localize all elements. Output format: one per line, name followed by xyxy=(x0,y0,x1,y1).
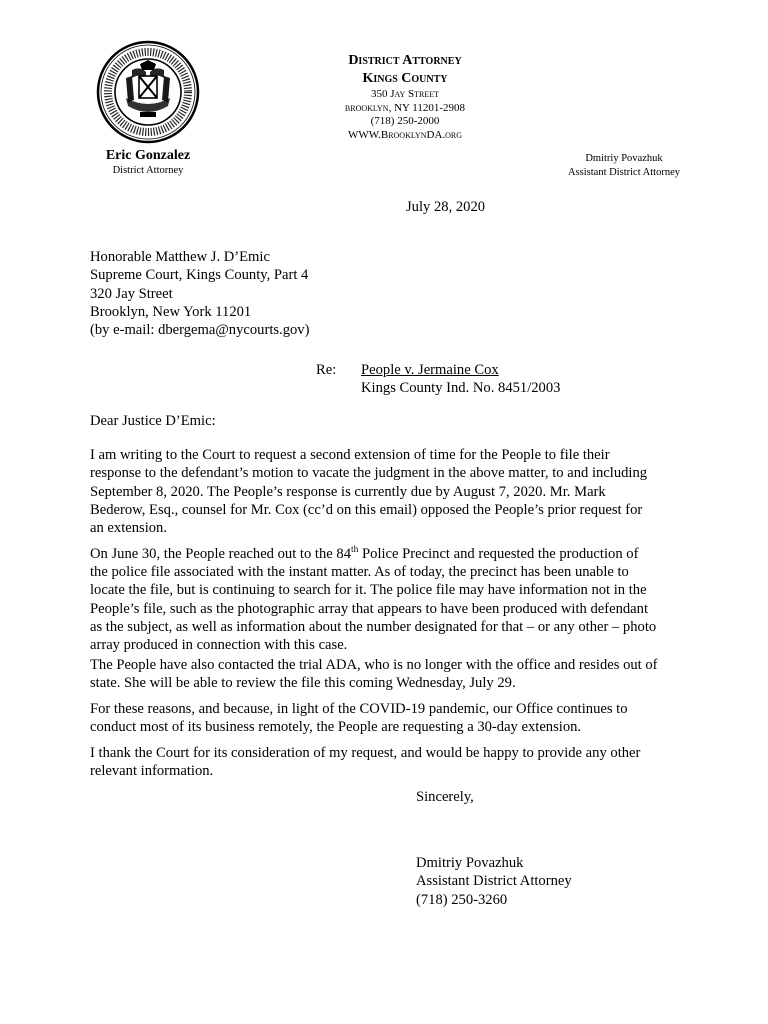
paragraph-line: I thank the Court for its consideration of my request, and would be happy to provide any other xyxy=(90,745,641,761)
paragraph-line: array produced in connection with this case. xyxy=(90,637,348,654)
signature-block xyxy=(416,854,572,909)
author-block xyxy=(558,152,690,180)
salutation: Dear Justice D’Emic: xyxy=(90,413,216,429)
body-paragraph-3 xyxy=(90,656,690,693)
author-name: Dmitriy Povazhuk xyxy=(585,153,663,164)
body-paragraph-5 xyxy=(90,744,690,781)
signer-name: Dmitriy Povazhuk xyxy=(416,855,524,871)
paragraph-line xyxy=(90,541,690,563)
addressee-block xyxy=(90,248,309,339)
office-street: 350 Jay Street xyxy=(370,88,440,100)
paragraph-line: relevant information. xyxy=(90,763,214,780)
re-label: Re: xyxy=(316,362,337,378)
paragraph-line: an extension. xyxy=(90,520,168,537)
addressee-line: Supreme Court, Kings County, Part 4 xyxy=(90,267,309,284)
paragraph-line: For these reasons, and because, in light of the COVID-19 pandemic, our Office continues to xyxy=(90,701,628,717)
indictment-number: Kings County Ind. No. 8451/2003 xyxy=(361,380,561,397)
addressee-line: (by e-mail: dbergema@nycourts.gov) xyxy=(90,322,310,339)
paragraph-line: Bederow, Esq., counsel for Mr. Cox (cc’d on this email) opposed the People’s prior request for xyxy=(90,501,643,518)
addressee-line: Brooklyn, New York 11201 xyxy=(90,303,252,320)
paragraph-line: conduct most of its business remotely, the People are requesting a 30-day extension. xyxy=(90,719,582,736)
paragraph-line: state. She will be able to review the file this coming Wednesday, July 29. xyxy=(90,675,516,692)
paragraph-line: response to the defendant’s motion to vacate the judgment in the above matter, to and including xyxy=(90,465,648,482)
ordinal-suffix: th xyxy=(351,545,359,555)
paragraph-text: Police Precinct and requested the production of xyxy=(358,545,639,562)
paragraph-line: the police file associated with the instant matter. As of today, the precinct has been unable to xyxy=(90,564,629,581)
district-attorney-title: District Attorney xyxy=(112,165,184,176)
addressee-line: 320 Jay Street xyxy=(90,285,173,302)
office-city: brooklyn, NY 11201-2908 xyxy=(344,101,466,114)
district-attorney-block xyxy=(86,148,210,178)
signer-title: Assistant District Attorney xyxy=(416,873,572,890)
letter-date: July 28, 2020 xyxy=(406,199,486,215)
paragraph-line: locate the file, but is continuing to search for it. The police file may have information not in the xyxy=(90,582,647,599)
addressee-line: Honorable Matthew J. D’Emic xyxy=(90,249,270,265)
closing: Sincerely, xyxy=(416,789,474,805)
paragraph-line: September 8, 2020. The People’s response is currently due by August 7, 2020. Mr. Mark xyxy=(90,483,606,500)
district-attorney-name: Eric Gonzalez xyxy=(105,148,191,163)
office-line-2: Kings County xyxy=(362,71,448,86)
paragraph-line: I am writing to the Court to request a second extension of time for the People to file their xyxy=(90,447,610,463)
office-line-1: District Attorney xyxy=(348,53,462,68)
office-phone: (718) 250-2000 xyxy=(370,115,440,128)
nyc-seal-icon xyxy=(96,40,200,144)
paragraph-line: as the subject, as well as information about the number designated for that – or any other – photo xyxy=(90,619,657,636)
office-website: WWW.BrooklynDA.org xyxy=(347,128,463,141)
case-name: People v. Jermaine Cox xyxy=(361,362,499,378)
body-paragraph-4 xyxy=(90,700,690,737)
body-paragraph-2 xyxy=(90,541,690,655)
paragraph-text: On June 30, the People reached out to the 84 xyxy=(90,545,351,562)
signer-phone: (718) 250-3260 xyxy=(416,891,508,908)
body-paragraph-1 xyxy=(90,446,690,537)
office-header xyxy=(300,52,510,142)
author-title: Assistant District Attorney xyxy=(568,167,680,178)
re-block xyxy=(361,361,560,398)
paragraph-line: The People have also contacted the trial ADA, who is no longer with the office and resides out of xyxy=(90,657,658,673)
paragraph-line: People’s file, such as the photographic array that appears to have been produced with defendant xyxy=(90,600,649,617)
